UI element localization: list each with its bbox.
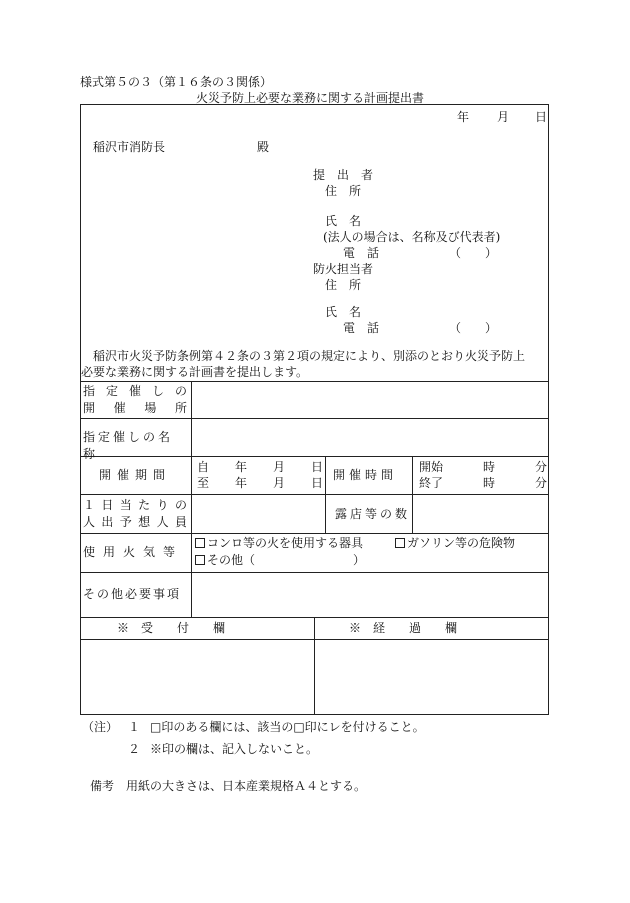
period-to-month: 月 xyxy=(273,476,286,490)
statement-line-2: 必要な業務に関する計画書を提出します。 xyxy=(81,365,309,379)
time-end-label: 終了 xyxy=(419,476,444,490)
addressee-honorific: 殿 xyxy=(257,140,270,154)
period-from: 自 xyxy=(197,460,210,474)
period-to: 至 xyxy=(197,476,210,490)
period-from-year: 年 xyxy=(235,460,248,474)
fire-option-other-close: ） xyxy=(353,553,366,567)
fire-option-other[interactable]: その他（ xyxy=(195,552,255,569)
venue-label-line-2: 開 催 場 所 xyxy=(83,401,187,415)
fire-officer-heading: 防火担当者 xyxy=(313,262,374,276)
date-month: 月 xyxy=(497,110,510,124)
fire-officer-name-label: 氏 名 xyxy=(325,305,362,319)
submitter-heading: 提 出 者 xyxy=(313,168,374,182)
other-label: その他必要事項 xyxy=(83,587,182,601)
checkbox-icon[interactable] xyxy=(395,538,405,548)
period-label: 開催期間 xyxy=(99,468,172,482)
submitter-name-label: 氏 名 xyxy=(325,214,362,228)
fire-option-gasoline[interactable]: ガソリン等の危険物 xyxy=(395,535,515,552)
time-label: 開催時間 xyxy=(333,468,398,482)
time-end-minute: 分 xyxy=(535,476,548,490)
date-year: 年 xyxy=(457,110,470,124)
time-start-label: 開始 xyxy=(419,460,444,474)
venue-label-line-1: 指 定 催 し の xyxy=(83,384,187,398)
checkbox-icon[interactable] xyxy=(195,555,205,565)
notes-prefix: （注） xyxy=(82,720,119,734)
fire-option-stove[interactable]: コンロ等の火を使用する器具 xyxy=(195,535,363,552)
fire-officer-address-label: 住 所 xyxy=(325,278,362,292)
period-from-month: 月 xyxy=(273,460,286,474)
form-table xyxy=(80,104,549,715)
note-2-number: ２ xyxy=(128,742,141,756)
submitter-phone-paren: （ ） xyxy=(449,246,498,260)
fire-officer-phone-paren: （ ） xyxy=(449,321,498,335)
reception-header: ※ 受 付 欄 xyxy=(117,621,226,635)
time-end-hour: 時 xyxy=(483,476,496,490)
fire-use-label: 使用火気等 xyxy=(83,545,184,559)
progress-header: ※ 経 過 欄 xyxy=(349,621,458,635)
note-1-number: １ xyxy=(128,720,141,734)
note-2-text: ※印の欄は、記入しないこと。 xyxy=(150,742,319,756)
event-name-label: 指定催しの名称 xyxy=(83,430,174,461)
time-start-hour: 時 xyxy=(483,460,496,474)
addressee-name: 稲沢市消防長 xyxy=(93,140,166,154)
statement-line-1: 稲沢市火災予防条例第４２条の３第２項の規定により、別添のとおり火災予防上 xyxy=(93,349,526,363)
stalls-label: 露店等の数 xyxy=(335,507,411,521)
attendance-label-line-2: 人 出 予 想 人 員 xyxy=(83,515,187,529)
time-start-minute: 分 xyxy=(535,460,548,474)
note-1-text: □印のある欄には、該当の□印にレを付けること。 xyxy=(150,720,425,734)
checkbox-icon[interactable] xyxy=(195,538,205,548)
period-to-year: 年 xyxy=(235,476,248,490)
date-day: 日 xyxy=(535,110,548,124)
form-number: 様式第５の３（第１６条の３関係） xyxy=(80,75,273,89)
period-from-day: 日 xyxy=(311,460,324,474)
period-to-day: 日 xyxy=(311,476,324,490)
submitter-address-label: 住 所 xyxy=(325,184,362,198)
submitter-phone-label: 電 話 xyxy=(343,246,380,260)
fire-officer-phone-label: 電 話 xyxy=(343,321,380,335)
remark: 備考 用紙の大きさは、日本産業規格Ａ４とする。 xyxy=(90,779,367,793)
form-title: 火災予防上必要な業務に関する計画提出書 xyxy=(196,91,425,105)
submitter-corp-note: (法人の場合は、名称及び代表者) xyxy=(323,230,501,244)
attendance-label-line-1: １ 日 当 た り の xyxy=(83,498,187,512)
